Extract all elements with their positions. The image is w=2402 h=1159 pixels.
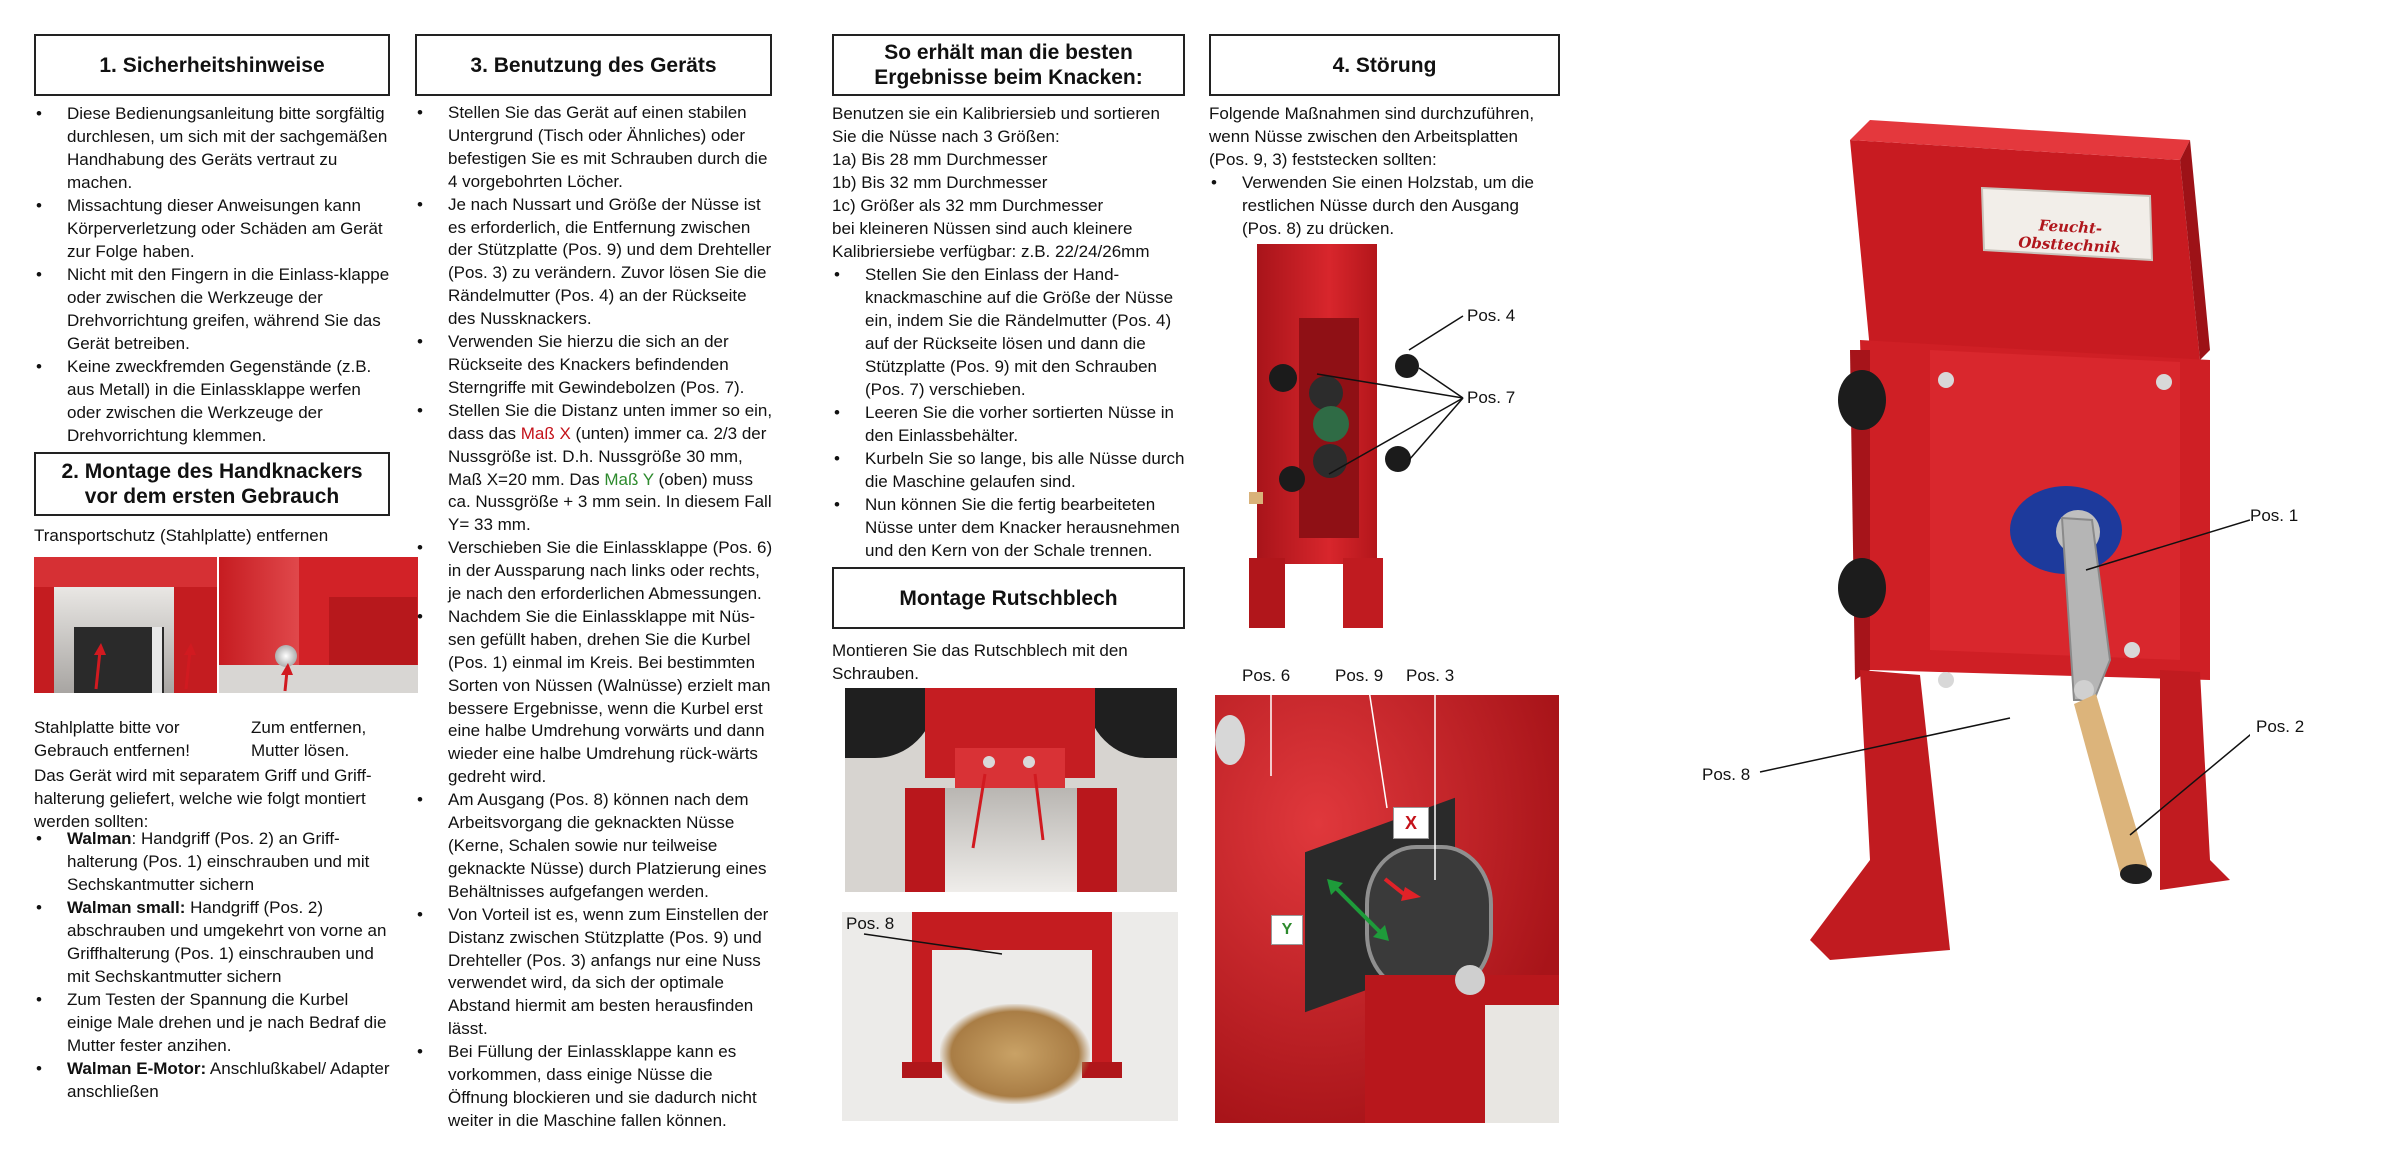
list-item-text: : Handgriff (Pos. 2) an Griff-halterung (Pos. 1) einschrauben und mit Sechskantmutter sichern [67,829,370,894]
heading-text: 4. Störung [1332,53,1437,77]
list-item-bold: Walman E-Motor: [67,1059,207,1078]
heading-line: vor dem ersten Gebrauch [84,485,340,508]
arrow-icon [219,557,418,693]
montage-intro: Das Gerät wird mit separatem Griff und Griff-halterung geliefert, welche wie folgt montiert werden sollten: [34,766,372,831]
list-item: • Verwenden Sie einen Holzstab, um die restlichen Nüsse durch den Ausgang (Pos. 8) zu drücken. [1209,171,1554,240]
list-item: • Stellen Sie den Einlass der Hand-knackmaschine auf die Größe der Nüsse ein, indem Sie die Rändelmutter (Pos. 4) auf der Rückseite lösen und dann die Stützplatte (Pos. 9) mit den Schrauben (Pos. 7) verschieben. [832,263,1188,401]
list-item-text: Handgriff (Pos. 2) abschrauben und umgekehrt von vorne an Griffhalterung (Pos. 1) einschrauben und mit Sechskantmutter sichern [67,898,387,986]
photo-nut [219,557,418,693]
best-results-list [832,263,1188,562]
list-item: • Nun können Sie die fertig bearbeiteten Nüsse unter dem Knacker herausnehmen und den Kern von der Schale trennen. [832,493,1188,562]
list-item: • Nachdem Sie die Einlassklappe mit Nüs-sen gefüllt haben, drehen Sie die Kurbel (Pos. 1) einmal im Kreis. Bei bestimmten Sorten von Nüssen (Walnüsse) erzielt man bessere Ergebnisse, wenn die Kurbel erst eine halbe Umdrehung vorwärts und dann wieder eine halbe Umdrehung rück-wärts gedreht wird. [415,606,775,789]
sieve-note: bei kleineren Nüssen sind auch kleinere Kalibriersiebe verfügbar: z.B. 22/24/26mm [832,219,1150,261]
heading-line: Ergebnisse beim Knacken: [874,66,1143,89]
heading-text: Montage Rutschblech [899,586,1118,610]
list-item-bold: Walman [67,829,132,848]
heading-text: 1. Sicherheitshinweise [99,53,325,77]
heading-sicherheitshinweise [34,34,390,96]
list-item-text: Stellen Sie die Distanz unten immer so ein, dass das [448,400,773,443]
machine-illustration [1690,100,2250,980]
best-results-intro: Benutzen sie ein Kalibriersieb und sortieren Sie die Nüsse nach 3 Größen: [832,104,1160,146]
size-1b: 1b) Bis 32 mm Durchmesser [832,173,1048,192]
list-item-text: (unten) immer ca. 2/3 der Nussgröße ist. D.h. Nussgröße 30 mm, Maß X=20 mm. Das [448,423,767,489]
safety-list [34,102,394,447]
usage-list [415,102,775,1133]
mass-x-marker: X [1393,807,1429,839]
list-item: • Missachtung dieser Anweisungen kann Körperverletzung oder Schäden am Gerät zur Folge haben. [34,194,394,263]
caption-nut: Zum entfernen, Mutter lösen. [251,718,367,760]
list-item: • Verwenden Sie hierzu die sich an der Rückseite des Knackers befindenden Sterngriffe mit Gewindebolzen (Pos. 7). [415,331,775,400]
heading-line: 2. Montage des Handknackers [61,460,363,483]
pos2-label: Pos. 2 [2256,717,2305,736]
list-item [34,988,396,1057]
arrow-icon [34,557,217,693]
machine-drawing [1690,100,2250,980]
list-item: • Nicht mit den Fingern in die Einlass-klappe oder zwischen die Werkzeuge der Drehvorrichtung greifen, während Sie das Gerät betreiben. [34,263,394,355]
list-item [34,896,396,988]
mass-y-marker: Y [1271,915,1303,945]
caption-steel-plate: Stahlplatte bitte vor Gebrauch entfernen! [34,718,190,760]
size-1c: 1c) Größer als 32 mm Durchmesser [832,196,1104,215]
list-item: • Am Ausgang (Pos. 8) können nach dem Arbeitsvorgang die geknackten Nüsse (Kerne, Schalen sowie nur teilweise geknackte Nüsse) durch Platzierung eines Behältnisses aufgefangen werden. [415,789,775,904]
list-item: • Leeren Sie die vorher sortierten Nüsse in den Einlassbehälter. [832,401,1188,447]
measure-arrows [1215,695,1559,1123]
pos8-machine-label: Pos. 8 [1702,765,1751,784]
list-item: • Diese Bedienungsanleitung bitte sorgfältig durchlesen, um sich mit der sachgemäßen Handhabung des Geräts vertraut zu machen. [34,102,394,194]
list-item-text: Zum Testen der Spannung die Kurbel einige Male drehen und je nach Bedraf die Mutter fester anzihen. [67,990,387,1055]
list-item [415,400,775,537]
pos8-label: Pos. 8 [846,914,895,933]
arrow-icon [845,688,1177,892]
heading-montage [34,452,390,516]
pos7-label: Pos. 7 [1467,388,1516,407]
list-item [34,1057,396,1103]
heading-stoerung [1209,34,1560,96]
photo-machine-back [1209,238,1529,630]
list-item: • Bei Füllung der Einlassklappe kann es vorkommen, dass einige Nüsse die Öffnung blockieren und sie dadurch nicht weiter in die Maschine fallen können. [415,1041,775,1133]
pos3-label: Pos. 3 [1406,666,1455,685]
list-item: • Stellen Sie das Gerät auf einen stabilen Untergrund (Tisch oder Ähnliches) oder befestigen Sie es mit Schrauben durch die 4 vorgebohrten Löcher. [415,102,775,194]
pos4-label: Pos. 4 [1467,306,1516,325]
photo-chute [845,688,1177,892]
list-item: • Keine zweckfremden Gegenstände (z.B. aus Metall) in die Einlassklappe werfen oder zwischen die Werkzeuge der Drehvorrichtung klemmen. [34,355,394,447]
montage-list [34,827,396,1103]
list-item [34,827,396,896]
pos1-label: Pos. 1 [2250,506,2299,525]
heading-text: 3. Benutzung des Geräts [470,53,717,77]
list-item-text: Anschlußkabel/ Adapter anschließen [67,1059,390,1101]
list-item: • Von Vorteil ist es, wenn zum Einstellen der Distanz zwischen Stützplatte (Pos. 9) und Drehteller (Pos. 3) anfangs nur eine Nuss verwendet wird, da sich der optimale Abstand hiermit am besten herausfinden lässt. [415,904,775,1041]
heading-benutzung [415,34,772,96]
leader-line [842,912,1178,1121]
malfunction-intro: Folgende Maßnahmen sind durchzuführen, wenn Nüsse zwischen den Arbeitsplatten (Pos. 9, 3) feststecken sollten: [1209,104,1535,169]
list-item: • Je nach Nussart und Größe der Nüsse ist es erforderlich, die Entfernung zwischen der Stützplatte (Pos. 9) und dem Drehteller (Pos. 3) zu verändern. Zuvor lösen Sie die Rändelmutter (Pos. 4) an der Rückseite des Nussknackers. [415,194,775,331]
list-item-text: (oben) muss ca. Nussgröße + 3 mm sein. In diesem Fall Y= 33 mm. [448,469,772,535]
malfunction-list [1209,171,1554,240]
size-1a: 1a) Bis 28 mm Durchmesser [832,150,1048,169]
photo-nut-output [842,912,1178,1121]
mass-y-text: Maß Y [604,469,654,489]
brand-label: Feucht-Obsttechnik [2017,216,2122,257]
list-item-bold: Walman small: [67,898,186,917]
photo-steel-plate [34,557,217,693]
montage-rutschblech-text: Montieren Sie das Rutschblech mit den Schrauben. [832,641,1128,683]
mass-x-text: Maß X [520,423,571,443]
pos9-label: Pos. 9 [1335,666,1384,685]
photo-closeup [1215,695,1559,1123]
heading-best-results [832,34,1185,96]
heading-line: So erhält man die besten [884,41,1133,64]
pos6-label: Pos. 6 [1242,666,1291,685]
list-item: • Kurbeln Sie so lange, bis alle Nüsse durch die Maschine gelaufen sind. [832,447,1188,493]
transport-text: Transportschutz (Stahlplatte) entfernen [34,526,329,545]
heading-montage-rutschblech [832,567,1185,629]
list-item: • Verschieben Sie die Einlassklappe (Pos. 6) in der Aussparung nach links oder rechts, je nach den erforderlichen Abmessungen. [415,537,775,606]
